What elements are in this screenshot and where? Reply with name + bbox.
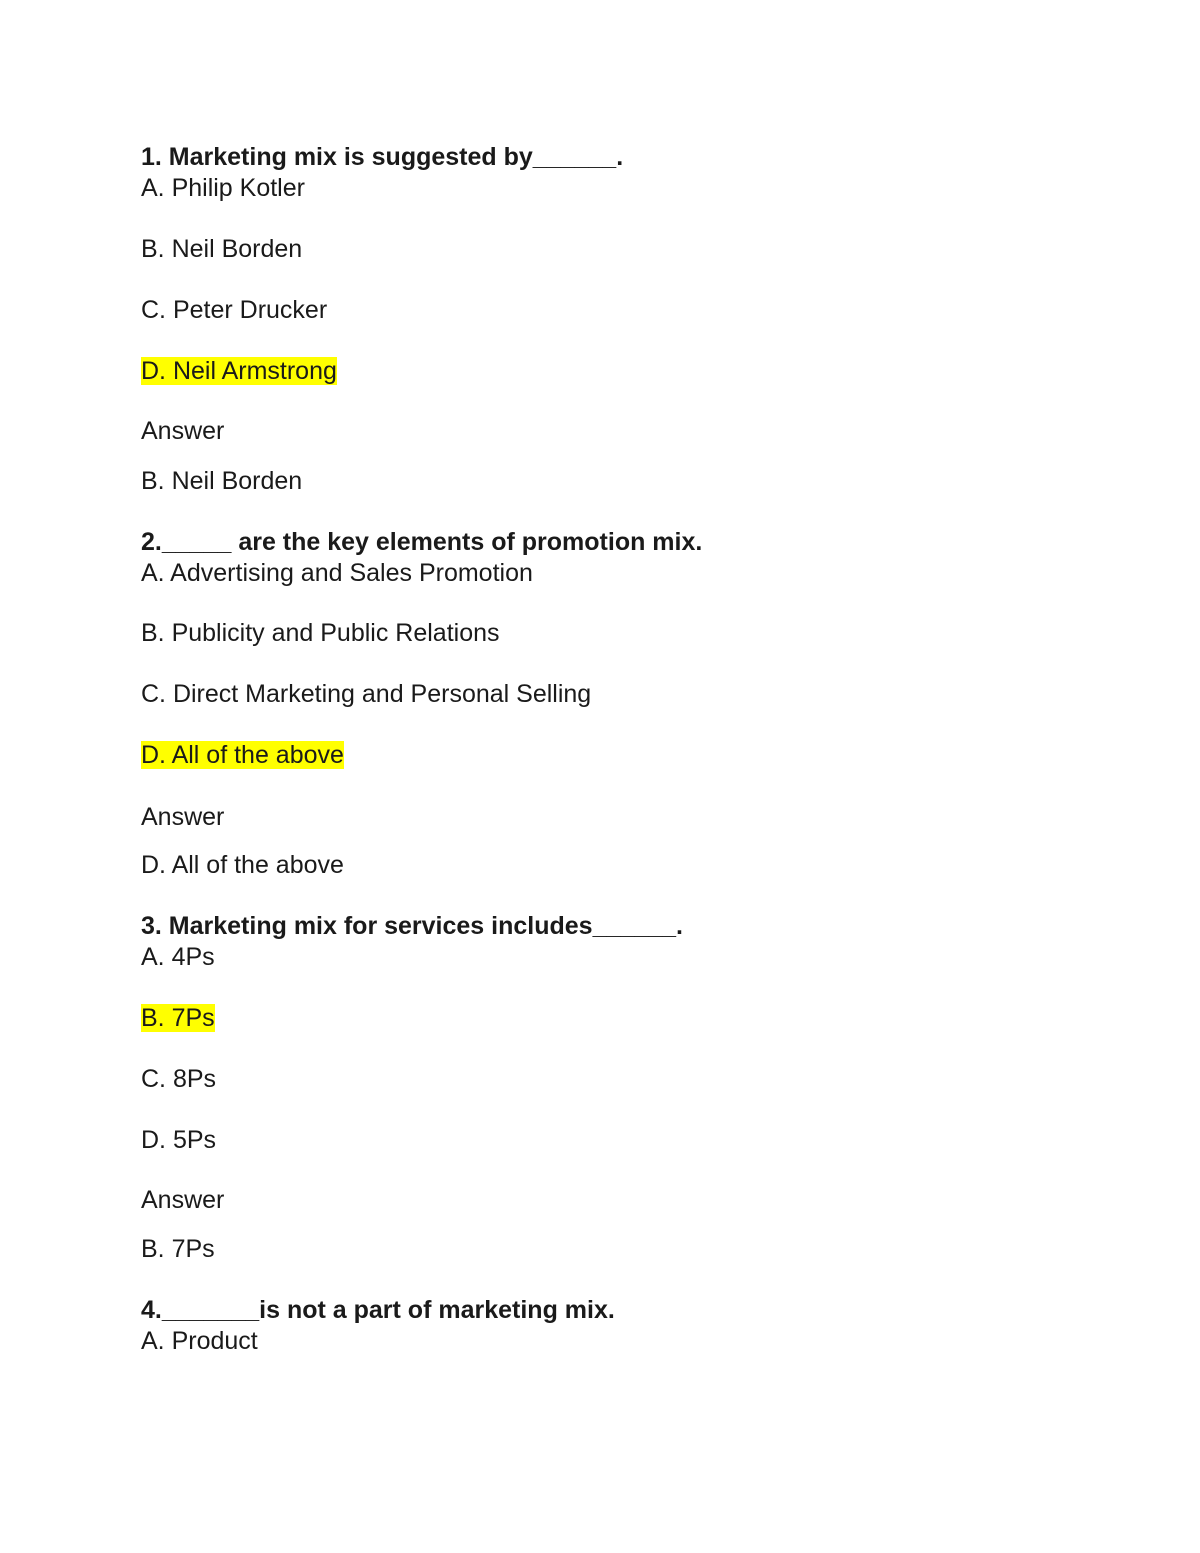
question-3-text: 3. Marketing mix for services includes______. [141,912,683,940]
question-1-answer: B. Neil Borden [141,467,303,495]
question-2-answer-label: Answer [141,803,225,831]
question-3-option-b [141,1003,215,1033]
question-2-option-a: A. Advertising and Sales Promotion [141,559,533,587]
question-3-option-a: A. 4Ps [141,943,215,971]
question-1-option-c: C. Peter Drucker [141,296,328,324]
question-4-option-a: A. Product [141,1327,258,1355]
question-3-option-c: C. 8Ps [141,1065,217,1093]
question-1-text: 1. Marketing mix is suggested by______. [141,143,624,171]
question-2-option-b: B. Publicity and Public Relations [141,619,500,647]
highlighted-option: B. 7Ps [141,1004,215,1032]
question-1-option-b: B. Neil Borden [141,235,303,263]
question-4-text: 4._______is not a part of marketing mix. [141,1296,615,1324]
question-2-text: 2._____ are the key elements of promotion mix. [141,528,703,556]
question-3-answer: B. 7Ps [141,1235,215,1263]
highlighted-option: D. Neil Armstrong [141,357,337,385]
question-3-option-d: D. 5Ps [141,1126,217,1154]
question-3-answer-label: Answer [141,1186,225,1214]
question-2-answer: D. All of the above [141,851,344,879]
question-1-answer-label: Answer [141,417,225,445]
question-2-option-c: C. Direct Marketing and Personal Selling [141,680,592,708]
highlighted-option: D. All of the above [141,741,344,769]
question-2-option-d [141,740,344,770]
question-1-option-a: A. Philip Kotler [141,174,305,202]
question-1-option-d [141,356,337,386]
